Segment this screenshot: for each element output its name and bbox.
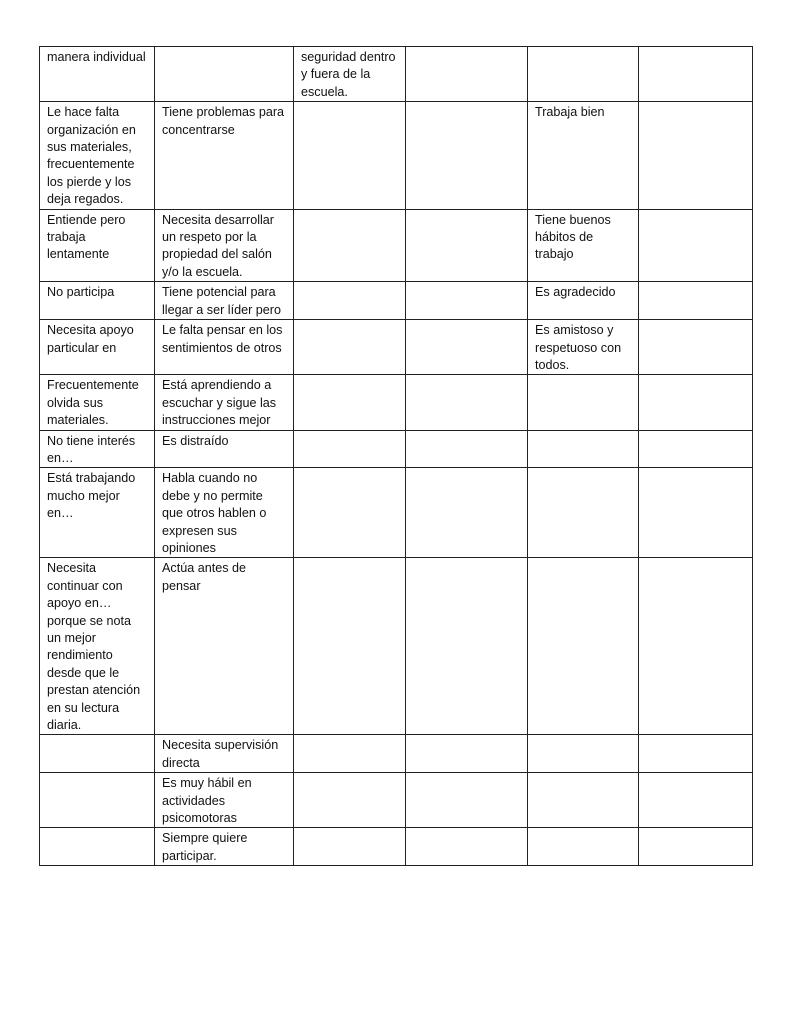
table-cell	[639, 282, 753, 320]
table-cell	[406, 375, 528, 430]
table-cell: No tiene interés en…	[40, 430, 155, 468]
table-cell	[528, 468, 639, 558]
table-cell	[406, 209, 528, 282]
table-cell	[639, 102, 753, 209]
table-row	[40, 468, 753, 558]
table-cell: Tiene problemas para concentrarse	[155, 102, 294, 209]
table-cell: Le hace falta organización en sus materiales, frecuentemente los pierde y los deja regados.	[40, 102, 155, 209]
table-cell	[639, 468, 753, 558]
table-cell	[294, 282, 406, 320]
table-cell	[639, 773, 753, 828]
table-cell	[639, 558, 753, 735]
table-cell	[406, 320, 528, 375]
table-cell: Tiene buenos hábitos de trabajo	[528, 209, 639, 282]
table-cell	[639, 375, 753, 430]
comments-table	[39, 46, 753, 866]
table-row	[40, 320, 753, 375]
table-cell	[406, 828, 528, 866]
table-cell	[639, 209, 753, 282]
table-cell	[294, 468, 406, 558]
table-cell	[406, 102, 528, 209]
table-cell	[294, 209, 406, 282]
table-cell	[639, 320, 753, 375]
table-cell: Es amistoso y respetuoso con todos.	[528, 320, 639, 375]
table-cell: Frecuentemente olvida sus materiales.	[40, 375, 155, 430]
table-cell: Es agradecido	[528, 282, 639, 320]
table-cell	[639, 735, 753, 773]
table-cell: Necesita apoyo particular en	[40, 320, 155, 375]
table-cell	[40, 828, 155, 866]
table-row	[40, 773, 753, 828]
table-cell	[639, 430, 753, 468]
table-cell	[40, 773, 155, 828]
table-cell	[294, 773, 406, 828]
table-cell	[294, 102, 406, 209]
table-cell	[294, 735, 406, 773]
table-cell	[155, 47, 294, 102]
table-cell	[528, 430, 639, 468]
table-cell	[406, 47, 528, 102]
table-cell	[528, 828, 639, 866]
table-row	[40, 282, 753, 320]
table-cell	[639, 47, 753, 102]
table-cell	[40, 735, 155, 773]
table-cell	[294, 375, 406, 430]
table-cell: seguridad dentro y fuera de la escuela.	[294, 47, 406, 102]
table-cell	[406, 558, 528, 735]
table-cell	[528, 558, 639, 735]
table-cell: Necesita continuar con apoyo en… porque se nota un mejor rendimiento desde que le prestan atención en su lectura diaria.	[40, 558, 155, 735]
table-cell	[406, 468, 528, 558]
table-cell: Está aprendiendo a escuchar y sigue las instrucciones mejor	[155, 375, 294, 430]
table-cell: manera individual	[40, 47, 155, 102]
table-cell	[294, 320, 406, 375]
table-row	[40, 102, 753, 209]
table-row	[40, 47, 753, 102]
table-cell: Siempre quiere participar.	[155, 828, 294, 866]
table-cell: Está trabajando mucho mejor en…	[40, 468, 155, 558]
table-cell	[406, 430, 528, 468]
table-cell: Habla cuando no debe y no permite que otros hablen o expresen sus opiniones	[155, 468, 294, 558]
table-cell	[294, 828, 406, 866]
table-cell	[406, 735, 528, 773]
table-cell	[406, 282, 528, 320]
table-cell: Es distraído	[155, 430, 294, 468]
table-cell: Entiende pero trabaja lentamente	[40, 209, 155, 282]
table-row	[40, 828, 753, 866]
table-row	[40, 558, 753, 735]
table-cell	[528, 375, 639, 430]
table-cell: Trabaja bien	[528, 102, 639, 209]
table-cell	[528, 47, 639, 102]
table-cell: Actúa antes de pensar	[155, 558, 294, 735]
table-row	[40, 209, 753, 282]
table-cell	[639, 828, 753, 866]
table-cell	[294, 558, 406, 735]
table-row	[40, 375, 753, 430]
table-cell	[294, 430, 406, 468]
table-cell: Tiene potencial para llegar a ser líder pero	[155, 282, 294, 320]
table-row	[40, 735, 753, 773]
table-cell: Le falta pensar en los sentimientos de otros	[155, 320, 294, 375]
table-cell	[528, 735, 639, 773]
table-cell	[406, 773, 528, 828]
table-row	[40, 430, 753, 468]
table-cell: Necesita supervisión directa	[155, 735, 294, 773]
table-cell: Necesita desarrollar un respeto por la propiedad del salón y/o la escuela.	[155, 209, 294, 282]
table-cell	[528, 773, 639, 828]
table-cell: Es muy hábil en actividades psicomotoras	[155, 773, 294, 828]
table-cell: No participa	[40, 282, 155, 320]
